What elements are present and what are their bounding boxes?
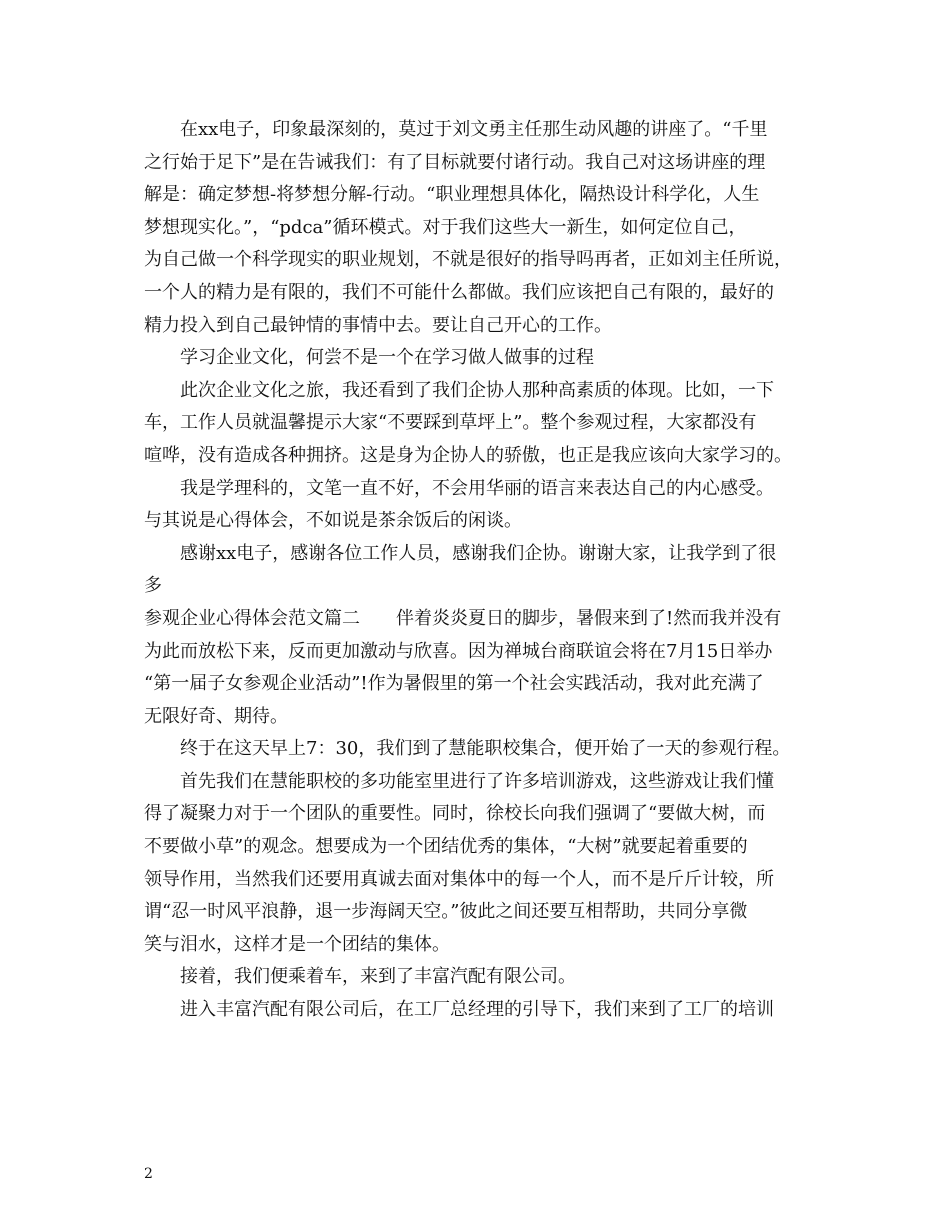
paragraph [144, 375, 814, 473]
text-line: 在xx电子，印象最深刻的，莫过于刘文勇主任那生动风趣的讲座了。“千里 [180, 119, 768, 140]
section-title: 参观企业心得体会范文篇二 [144, 607, 360, 629]
text-line: 精力投入到自己最钟情的事情中去。要让自己开心的工作。 [144, 314, 612, 336]
text-line: 首先我们在慧能职校的多功能室里进行了许多培训游戏，这些游戏让我们懂 [180, 770, 774, 792]
text-line: 接着，我们便乘着车，来到了丰富汽配有限公司。 [180, 966, 576, 988]
document-body [144, 114, 814, 1027]
section-first-line [144, 603, 814, 636]
text-line: 我是学理科的，文笔一直不好，不会用华丽的语言来表达自己的内心感受。 [180, 477, 774, 499]
text-line: 不要做小草”的观念。想要成为一个团结优秀的集体，“大树”就要起着重要的 [144, 836, 748, 858]
text-line: 进入丰富汽配有限公司后，在工厂总经理的引导下，我们来到了工厂的培训 [180, 999, 774, 1021]
paragraph [144, 114, 814, 342]
text-line: 与其说是心得体会，不如说是茶余饭后的闲谈。 [144, 510, 522, 532]
text-line: 一个人的精力是有限的，我们不可能什么都做。我们应该把自己有限的，最好的 [144, 281, 774, 303]
text-line: 笑与泪水，这样才是一个团结的集体。 [144, 933, 450, 955]
text-line: 喧哗，没有造成各种拥挤。这是身为企协人的骄傲，也正是我应该向大家学习的。 [144, 444, 792, 466]
text-line: 为自己做一个科学现实的职业规划，不就是很好的指导吗再者，正如刘主任所说， [144, 249, 792, 271]
text-line: 为此而放松下来，反而更加激动与欣喜。因为禅城台商联谊会将在7月15日举办 [144, 640, 773, 662]
paragraph [144, 538, 814, 603]
text-line: 此次企业文化之旅，我还看到了我们企协人那种高素质的体现。比如，一下 [180, 379, 774, 401]
text-line: 谓“忍一时风平浪静，退一步海阔天空。”彼此之间还要互相帮助，共同分享微 [144, 901, 748, 923]
text-line: 多 [144, 575, 162, 597]
paragraph-subheading [144, 342, 814, 375]
paragraph [144, 766, 814, 962]
text-line: 解是：确定梦想-将梦想分解-行动。“职业理想具体化，隔热设计科学化，人生 [144, 184, 760, 206]
paragraph [144, 961, 814, 994]
text-line: 车，工作人员就温馨提示大家“不要踩到草坪上”。整个参观过程，大家都没有 [144, 412, 757, 434]
text-line: 之行始于足下”是在告诫我们：有了目标就要付诸行动。我自己对这场讲座的理 [144, 151, 766, 173]
section-first-line-text: 伴着炎炎夏日的脚步，暑假来到了!然而我并没有 [396, 607, 782, 629]
text-line: 终于在这天早上7：30，我们到了慧能职校集合，便开始了一天的参观行程。 [180, 738, 791, 760]
paragraph [144, 994, 814, 1027]
text-line: 感谢xx电子，感谢各位工作人员，感谢我们企协。谢谢大家，让我学到了很 [180, 542, 777, 564]
text-line: 学习企业文化，何尝不是一个在学习做人做事的过程 [180, 347, 594, 369]
text-line: 梦想现实化。”，“pdca”循环模式。对于我们这些大一新生，如何定位自己， [144, 216, 747, 238]
text-line: 得了凝聚力对于一个团队的重要性。同时，徐校长向我们强调了“要做大树，而 [144, 803, 766, 825]
text-line: 无限好奇、期待。 [144, 705, 288, 727]
text-line: 领导作用，当然我们还要用真诚去面对集体中的每一个人，而不是斤斤计较，所 [144, 868, 774, 890]
paragraph [144, 473, 814, 538]
paragraph [144, 733, 814, 766]
section-paragraph [144, 603, 814, 733]
text-line: “第一届子女参观企业活动”!作为暑假里的第一个社会实践活动，我对此充满了 [144, 673, 764, 695]
page-number: 2 [144, 1166, 153, 1182]
